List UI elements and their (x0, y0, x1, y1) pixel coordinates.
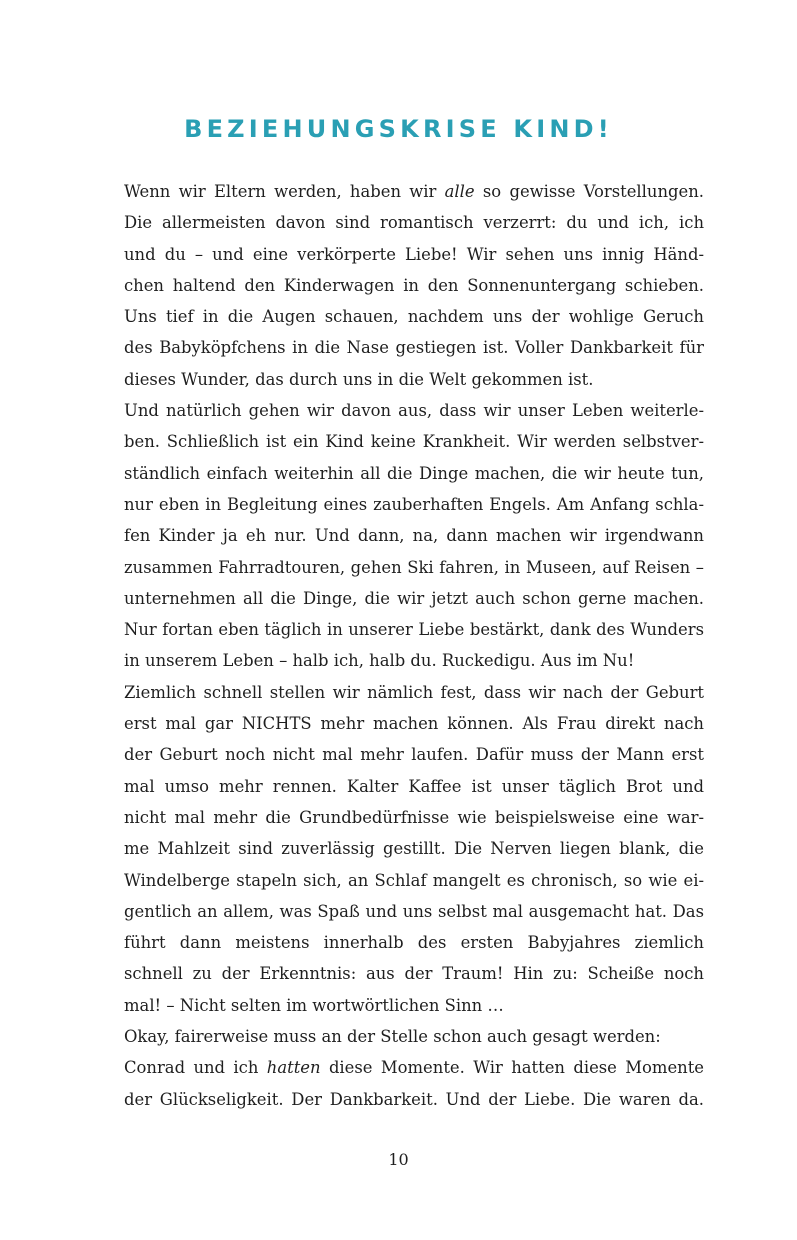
text-line: Okay, fairerweise muss an der Stelle schon auch gesagt werden: (124, 1027, 661, 1047)
body-text (124, 176, 704, 1115)
text-line: mal! – Nicht selten im wortwörtlichen Sinn … (124, 995, 504, 1015)
text-line: schnell zu der Erkenntnis: aus der Traum! Hin zu: Scheiße noch (124, 964, 704, 984)
text-line: ständlich einfach weiterhin all die Dinge machen, die wir heute tun, (124, 463, 704, 483)
chapter-title: BEZIEHUNGSKRISE KIND! (184, 115, 613, 143)
page-number: 10 (388, 1150, 409, 1169)
text-line: Ziemlich schnell stellen wir nämlich fest, dass wir nach der Geburt (124, 682, 704, 702)
text-line: ben. Schließlich ist ein Kind keine Krankheit. Wir werden selbstver- (124, 432, 704, 452)
text-line: Die allermeisten davon sind romantisch verzerrt: du und ich, ich (124, 213, 704, 233)
text-line: nur eben in Begleitung eines zauberhaften Engels. Am Anfang schla- (124, 494, 704, 514)
text-line: des Babyköpfchens in die Nase gestiegen ist. Voller Dankbarkeit für (124, 338, 704, 358)
emphasis: alle (444, 182, 475, 201)
text-line: nicht mal mehr die Grundbedürfnisse wie beispielsweise eine war- (124, 807, 704, 827)
text-line: Nur fortan eben täglich in unserer Liebe bestärkt, dank des Wunders (124, 620, 704, 640)
text-line: me Mahlzeit sind zuverlässig gestillt. Die Nerven liegen blank, die (124, 839, 704, 859)
text-line: mal umso mehr rennen. Kalter Kaffee ist unser täglich Brot und (124, 776, 704, 796)
text-line: Windelberge stapeln sich, an Schlaf mangelt es chronisch, so wie ei- (124, 870, 704, 890)
text-line: gentlich an allem, was Spaß und uns selbst mal ausgemacht hat. Das (124, 901, 704, 921)
text-line: Und natürlich gehen wir davon aus, dass wir unser Leben weiterle- (124, 401, 704, 421)
text-line: in unserem Leben – halb ich, halb du. Ruckedigu. Aus im Nu! (124, 651, 635, 671)
text-line: unternehmen all die Dinge, die wir jetzt auch schon gerne machen. (124, 588, 704, 608)
text-line: Wenn wir Eltern werden, haben wir alle so gewisse Vorstellungen. (124, 182, 704, 201)
text-line: erst mal gar NICHTS mehr machen können. Als Frau direkt nach (124, 714, 704, 734)
text-line: Uns tief in die Augen schauen, nachdem uns der wohlige Geruch (124, 307, 704, 327)
text-line: fen Kinder ja eh nur. Und dann, na, dann machen wir irgendwann (124, 526, 704, 546)
text-line: zusammen Fahrradtouren, gehen Ski fahren, in Museen, auf Reisen – (124, 557, 704, 577)
text-line: Conrad und ich hatten diese Momente. Wir hatten diese Momente (124, 1058, 705, 1078)
text-line: und du – und eine verkörperte Liebe! Wir sehen uns innig Händ- (124, 244, 704, 264)
text-line: führt dann meistens innerhalb des ersten Babyjahres ziemlich (124, 933, 704, 953)
emphasis: hatten (266, 1058, 321, 1078)
text-line: dieses Wunder, das durch uns in die Welt gekommen ist. (124, 369, 594, 389)
text-line: der Glückseligkeit. Der Dankbarkeit. Und der Liebe. Die waren da. (124, 1089, 704, 1109)
text-line: der Geburt noch nicht mal mehr laufen. Dafür muss der Mann erst (124, 745, 704, 765)
text-line: chen haltend den Kinderwagen in den Sonnenuntergang schieben. (124, 275, 704, 295)
